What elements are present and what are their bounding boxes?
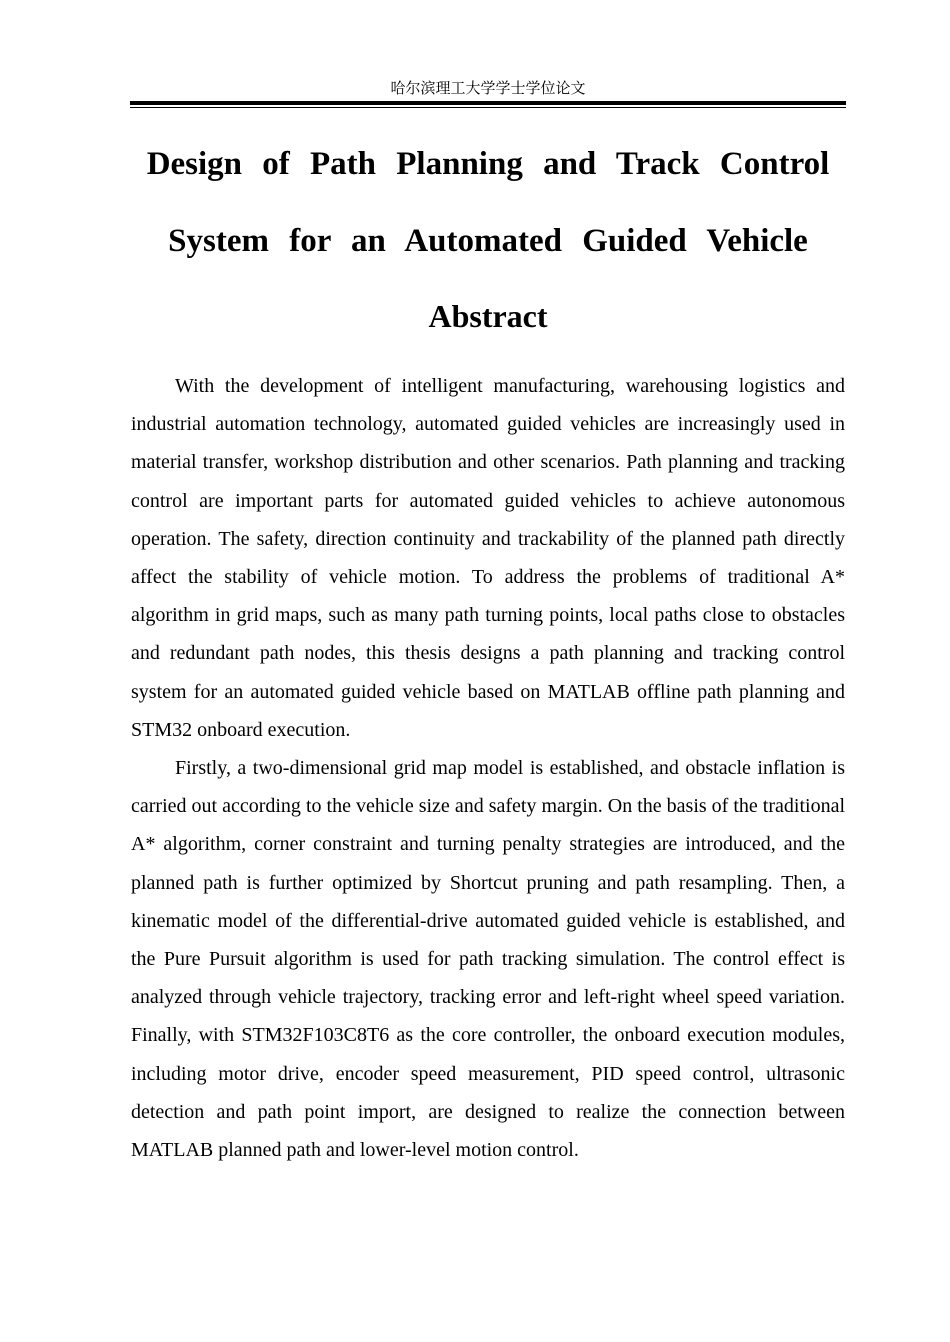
- abstract-body: [131, 367, 845, 1169]
- abstract-heading: Abstract: [428, 298, 548, 334]
- abstract-paragraph-1: With the development of intelligent manufacturing, warehousing logistics and industrial automation technology, automated guided vehicles are increasingly used in material transfer, workshop distribution and other scenarios. Path planning and tracking control are important parts for automated guided vehicles to achieve autonomous operation. The safety, direction continuity and trackability of the planned path directly affect the stability of vehicle motion. To address the problems of traditional A* algorithm in grid maps, such as many path turning points, local paths close to obstacles and redundant path nodes, this thesis designs a path planning and tracking control system for an automated guided vehicle based on MATLAB offline path planning and STM32 onboard execution.: [131, 375, 845, 741]
- header-rule-thin: [130, 107, 846, 108]
- thesis-title-line-1: Design of Path Planning and Track Control: [146, 146, 830, 182]
- header-rule-thick: [130, 101, 846, 105]
- running-header: 哈尔滨理工大学学士学位论文: [390, 79, 586, 97]
- abstract-paragraph-2: Firstly, a two-dimensional grid map model is established, and obstacle inflation is carried out according to the vehicle size and safety margin. On the basis of the traditional A* algorithm, corner constraint and turning penalty strategies are introduced, and the planned path is further optimized by Shortcut pruning and path resampling. Then, a kinematic model of the differential-drive automated guided vehicle is established, and the Pure Pursuit algorithm is used for path tracking simulation. The control effect is analyzed through vehicle trajectory, tracking error and left-right wheel speed variation. Finally, with STM32F103C8T6 as the core controller, the onboard execution modules, including motor drive, encoder speed measurement, PID speed control, ultrasonic detection and path point import, are designed to realize the connection between MATLAB planned path and lower-level motion control.: [131, 757, 845, 1162]
- thesis-title-line-2: System for an Automated Guided Vehicle: [168, 223, 808, 259]
- thesis-title: [130, 126, 846, 280]
